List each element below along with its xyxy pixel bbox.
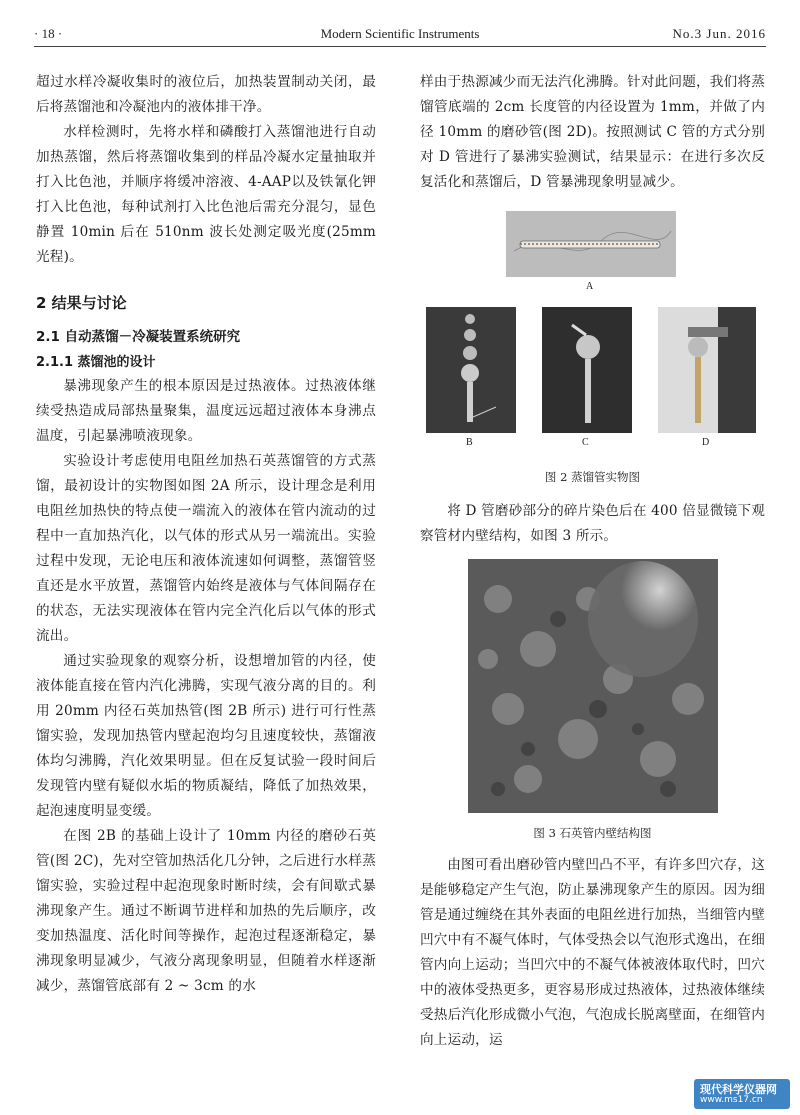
photo-d [658,307,756,433]
section-heading: 2 结果与讨论 [36,294,127,312]
figure-2 [420,199,765,499]
paragraph: 在图 2B 的基础上设计了 10mm 内径的磨砂石英管(图 2C)，先对空管加热活化几分钟，之后进行水样蒸馏实验，实验过程中起泡现象时断时续，会有间歇式暴沸现象产生。通过不断调节进样和加热的先后顺序，改变加热温度、活化时间等操作，起泡过程逐渐稳定，暴沸现象明显减少，气液分离现象明显，但随着水样逐渐减少，蒸馏管底部有 2 ~ 3cm 的水 [36,828,376,994]
running-header [34,24,766,47]
micrograph [468,559,718,813]
journal-name: Modern Scientific Instruments [320,26,480,41]
label-d: D [702,437,710,448]
paragraph: 将 D 管磨砂部分的碎片染色后在 400 倍显微镜下观察管材内壁结构，如图 3 所示。 [420,503,765,544]
paragraph: 通过实验现象的观察分析，设想增加管的内径，使液体能直接在管内汽化沸腾，实现气液分离的目的。利用 20mm 内径石英加热管(图 2B 所示) 进行可行性蒸馏实验，发现加热管内壁起泡均匀且速度较快，蒸馏液体均匀沸腾，汽化效果明显。但在反复试验一段时间后发现管内壁有疑似水垢的物质凝结，降低了加热效果，起泡速度明显变缓。 [36,653,376,819]
page-number: · 18 · [34,26,63,41]
paragraph: 水样检测时，先将水样和磷酸打入蒸馏池进行自动加热蒸馏，然后将蒸馏收集到的样品冷凝水定量抽取并打入比色池，并顺序将缓冲溶液、4-AAP以及铁氰化钾打入比色池，每种试剂打入比色池后需充分混匀，显色静置 10min 后在 510nm 波长处测定吸光度(25mm 光程)。 [36,124,376,265]
figure-2-caption: 图 2 蒸馏管实物图 [544,470,641,484]
figure-3 [420,557,765,853]
subsection-heading: 2.1 自动蒸馏－冷凝装置系统研究 [36,329,241,345]
label-c: C [582,437,589,448]
paragraph: 样由于热源减少而无法汽化沸腾。针对此问题，我们将蒸馏管底端的 2cm 长度管的内径设置为 1mm，并做了内径 10mm 的磨砂管(图 2D)。按照测试 C 管的方式分别对 D 管进行了暴沸实验测试，结果显示：在进行多次反复活化和蒸馏后，D 管暴沸现象明显减少。 [420,74,765,190]
watermark-url: www.ms17.cn [700,1095,763,1105]
subsubsection-heading: 2.1.1 蒸馏池的设计 [36,355,156,370]
figure-3-caption: 图 3 石英管内壁结构图 [533,826,652,840]
paragraph: 由图可看出磨砂管内壁凹凸不平，有许多凹穴存，这是能够稳定产生气泡，防止暴沸现象产生的原因。因为细管是通过缠绕在其外表面的电阻丝进行加热，当细管内壁凹穴中有不凝气体时，气体受热会以气泡形式逸出，在细管内向上运动；当凹穴中的不凝气体被液体取代时，凹穴中的液体受热更多，更容易形成过热液体，过热液体继续受热后汽化形成微小气泡，气泡成长脱离壁面，在细管内向上运动，运 [420,857,765,1048]
watermark-name: 现代科学仪器网 [700,1083,777,1096]
watermark-logo [694,1079,790,1109]
paragraph: 暴沸现象产生的根本原因是过热液体。过热液体继续受热造成局部热量聚集，温度远远超过液体本身沸点温度，引起暴沸喷液现象。 [36,378,376,444]
label-a: A [586,281,594,292]
left-column [36,70,376,999]
label-b: B [466,437,473,448]
photo-a [506,211,676,277]
paragraph: 实验设计考虑使用电阻丝加热石英蒸馏管的方式蒸馏，最初设计的实物图如图 2A 所示，设计理念是利用电阻丝加热快的特点使一端流入的液体在管内流动的过程中一直加热汽化，以气体的形式从另一端流出。实验过程中发现，无论电压和液体流速如何调整，蒸馏管竖直还是水平放置，蒸馏管内始终是液体与气体间隔存在的状态，无法实现液体在管内完全汽化后以气体的形式流出。 [36,453,376,644]
right-column [420,70,765,1053]
photo-c [542,307,632,433]
photo-b [426,307,516,433]
paragraph: 超过水样冷凝收集时的液位后，加热装置制动关闭，最后将蒸馏池和冷凝池内的液体排干净。 [36,74,376,115]
issue-info: No.3 Jun. 2016 [672,26,766,41]
